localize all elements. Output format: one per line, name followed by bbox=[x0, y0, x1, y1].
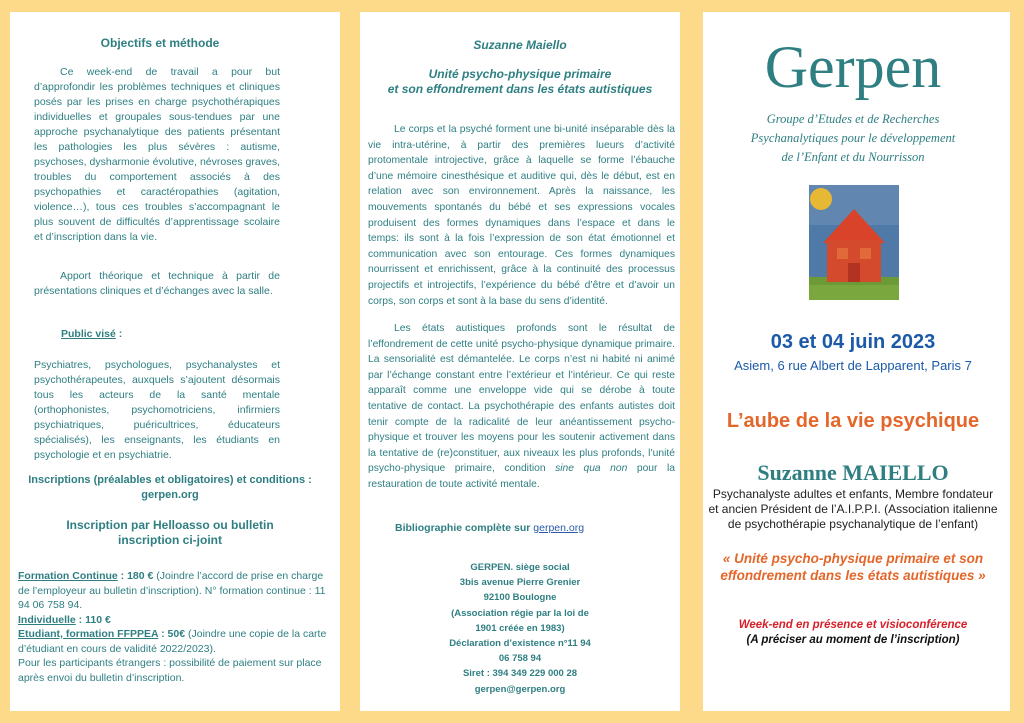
helloasso-line-2: inscription ci-joint bbox=[118, 533, 222, 547]
public-title bbox=[61, 328, 122, 340]
inscriptions-line-2: gerpen.org bbox=[141, 489, 199, 501]
organisation-name bbox=[703, 110, 1003, 167]
helloasso-line-1: Inscription par Helloasso ou bulletin bbox=[66, 518, 274, 532]
talk-line-2: effondrement dans les états autistiques » bbox=[720, 568, 986, 583]
objectives-paragraph: Ce week-end de travail a pour but d’approfondir les problèmes techniques et cliniques posés par les prises en charge psychothérapiques individuelles et groupales sous-tendues par une approche psychanalytique des patients présentant les pathologies les plus sévères : autisme, psychoses, dysharmonie évolutive, névroses graves, troubles du comportement associés à des psychopathies et caractéropathies (agitation, violence…), tous ces troubles s’accompagnant le plus souvent de difficultés d’apprentissage scolaire et d’inscription dans la vie. bbox=[34, 66, 280, 243]
speaker-desc-line-3: de psychothérapie psychanalytique de l’enfant) bbox=[727, 517, 979, 531]
event-title: L’aube de la vie psychique bbox=[726, 410, 980, 432]
middle-panel bbox=[360, 12, 680, 711]
gerpen-logo: Gerpen bbox=[764, 34, 942, 100]
address-line: 92100 Boulogne bbox=[483, 592, 557, 604]
foreign-participants: Pour les participants étrangers : possibilité de paiement sur place après envoi du bulletin d’inscription. bbox=[18, 657, 322, 684]
address-line: 06 758 94 bbox=[498, 653, 542, 665]
event-date: 03 et 04 juin 2023 bbox=[770, 331, 936, 353]
address-line: 3bis avenue Pierre Grenier bbox=[459, 577, 581, 589]
mode-line-2: (A préciser au moment de l’inscription) bbox=[746, 634, 960, 646]
fc-price: : 180 € bbox=[117, 570, 154, 582]
talk-line-1: « Unité psycho-physique primaire et son bbox=[722, 551, 984, 566]
stud-label: Etudiant, formation FFPPEA bbox=[18, 628, 159, 640]
stud-price: : 50€ bbox=[158, 628, 186, 640]
inscriptions-conditions bbox=[10, 473, 330, 503]
biblio-label: Bibliographie complète sur bbox=[395, 522, 534, 534]
house-painting bbox=[809, 185, 899, 300]
bibliography-note bbox=[395, 522, 584, 534]
speaker-desc-line-2: et ancien Président de l’A.I.P.P.I. (Association italienne bbox=[708, 502, 998, 516]
right-panel bbox=[703, 12, 1010, 711]
address-line: GERPEN. siège social bbox=[470, 562, 570, 573]
address-line: (Association régie par la loi de bbox=[451, 607, 589, 619]
org-line-3: de l’Enfant et du Nourrisson bbox=[781, 150, 925, 164]
talk-title bbox=[703, 550, 1003, 584]
mode-line-1: Week-end en présence et visioconférence bbox=[738, 619, 968, 631]
public-title-colon: : bbox=[115, 328, 123, 340]
event-venue: Asiem, 6 rue Albert de Lapparent, Paris 7 bbox=[734, 358, 972, 373]
lecture-subtitle bbox=[360, 67, 680, 97]
body-paragraph-1: Le corps et la psyché forment une bi-unité inséparable dès la vie intra-utérine, à partir des premières lueurs d’activité protomentale introjective, grâce à laquelle se forme l’ébauche d’une mémoire cinesthésique et auditive qui, dès le début, est en relation avec son environnement. Après la naissance, les mouvements spontanés du bébé et ses expressions vocales produisent des formes dynamiques dans l’espace et dans le temps: ils sont à la fois l’expression de son état émotionnel et communication avec son entourage. Ces formes dynamiques nourrissent et enrichissent, grâce à la continuité des processus projectifs et introjectifs, l’expérience du bébé d’être et d’avoir un corps, son corps et sont à la base du sens d’identité. bbox=[368, 124, 675, 307]
speaker-description bbox=[703, 487, 1003, 532]
inscriptions-line-1: Inscriptions (préalables et obligatoires) et conditions : bbox=[28, 474, 312, 486]
email-address: gerpen@gerpen.org bbox=[474, 683, 566, 695]
price-individual bbox=[18, 613, 336, 628]
stud-details: (Joindre une copie de la carte d’étudiant en cours de validité 2022/2023). bbox=[18, 628, 327, 655]
author-name: Suzanne Maiello bbox=[473, 38, 567, 52]
para2-text-b: pour la restauration de toute activité mentale. bbox=[368, 463, 675, 490]
subtitle-line-2: et son effondrement dans les états autistiques bbox=[387, 82, 653, 96]
left-panel bbox=[10, 12, 340, 711]
fc-details: (Joindre l’accord de prise en charge de l’employeur au bulletin d’inscription). N° formation continue : 11 94 06 758 94. bbox=[18, 570, 326, 611]
price-student bbox=[18, 627, 336, 656]
method-paragraph: Apport théorique et technique à partir de présentations cliniques et d’échanges avec la salle. bbox=[34, 270, 280, 297]
address-line: Siret : 394 349 229 000 28 bbox=[462, 668, 578, 680]
biblio-link[interactable]: gerpen.org bbox=[533, 522, 585, 534]
para2-italic: sine qua non bbox=[555, 463, 628, 475]
objectives-title: Objectifs et méthode bbox=[100, 36, 220, 50]
org-line-2: Psychanalytiques pour le développement bbox=[750, 131, 956, 145]
body-paragraph-2 bbox=[368, 321, 675, 493]
address-line: 1901 créée en 1983) bbox=[475, 622, 565, 634]
ind-price: : 110 € bbox=[75, 613, 111, 626]
fc-label: Formation Continue bbox=[18, 570, 118, 582]
attendance-mode bbox=[703, 618, 1003, 648]
para2-text-a: Les états autistiques profonds sont le résultat de l’effondrement de cette unité psycho-physique dynamique primaire. La sensorialité est démantelée. Le corps n’est ni habité ni animé par l’échange constant entre l’extérieur et l’intérieur. Ce qui reste apparaît comme une enveloppe vide qui se dérobe à toute tentative de contact. La psychothérapie des enfants autistes doit tenir compte de la radicalité de leur anéantissement psycho-physique et trouver les moyens pour les soutenir activement dans la tentative de (re)constituer, aux niveaux les plus profonds, l’unité psycho-physique primaire, condition bbox=[368, 323, 675, 475]
speaker-name: Suzanne MAIELLO bbox=[757, 460, 949, 485]
public-title-label: Public visé bbox=[61, 328, 116, 340]
price-formation-continue bbox=[18, 569, 336, 613]
org-line-1: Groupe d’Etudes et de Recherches bbox=[766, 112, 940, 126]
address-line: Déclaration d’existence n°11 94 bbox=[449, 638, 591, 650]
pricing-block bbox=[18, 569, 336, 685]
speaker-desc-line-1: Psychanalyste adultes et enfants, Membre fondateur bbox=[712, 487, 994, 501]
public-text: Psychiatres, psychologues, psychanalystes et psychothérapeutes, auxquels s’ajoutent désormais tous les acteurs de la santé mentale (orthophonistes, psychomotriciens, infirmiers psychiatriques, puéricultrices, éducateurs spécialisés), les enseignants, les étudiants en psychologie et en psychiatrie. bbox=[34, 359, 280, 461]
address-block bbox=[380, 560, 660, 697]
helloasso-note bbox=[10, 518, 330, 548]
subtitle-line-1: Unité psycho-physique primaire bbox=[428, 67, 612, 81]
ind-label: Individuelle bbox=[18, 613, 76, 626]
